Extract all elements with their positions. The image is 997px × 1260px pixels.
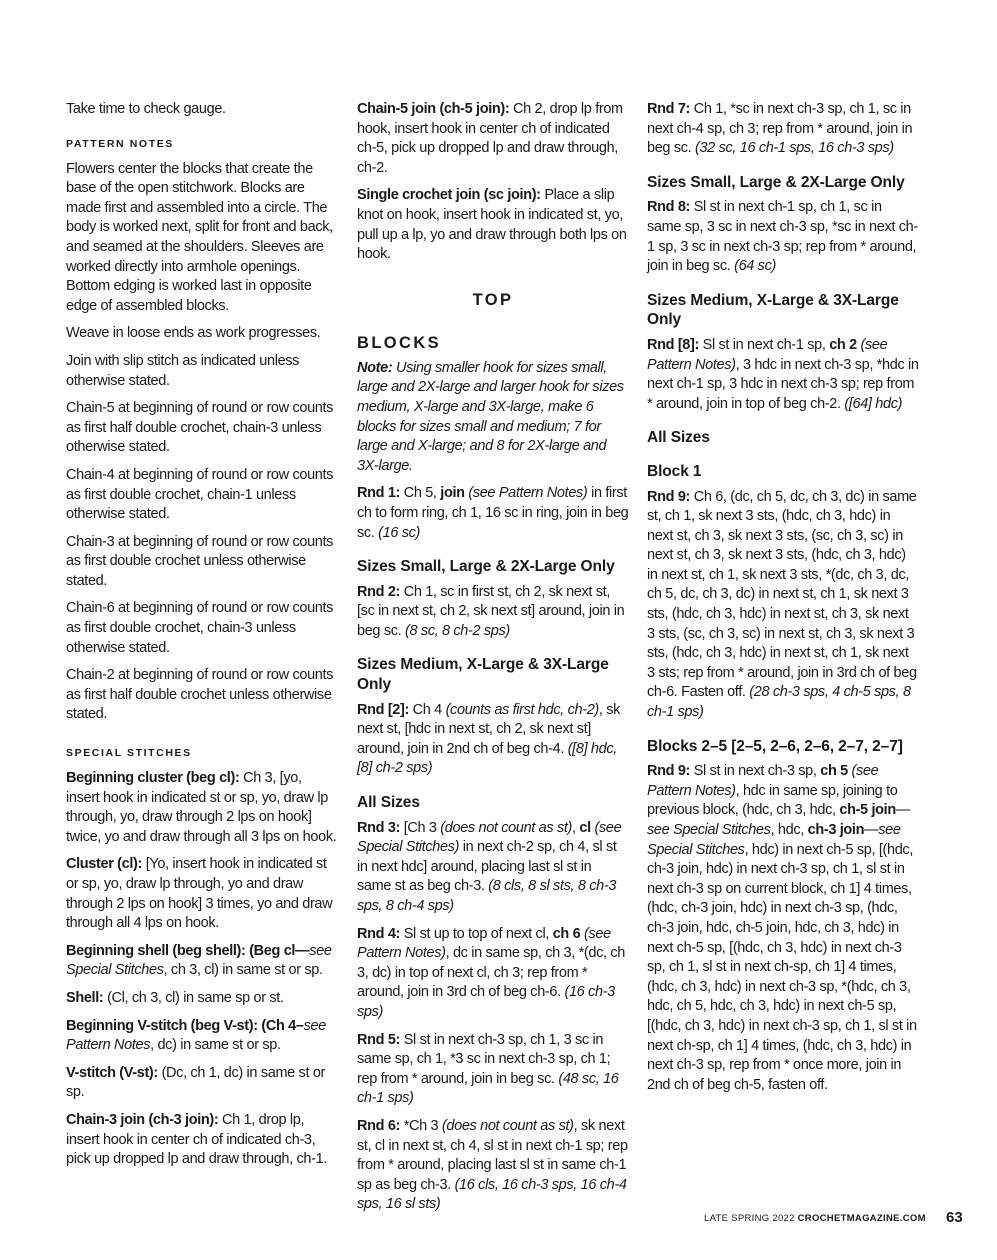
round-6: Rnd 6: *Ch 3 (does not count as st), sk next st, cl in next st, ch 4, sl st in next ch-1 sp; rep from * around, placing last sl st in same ch-1 sp as beg ch-3. (16 cls, 16 ch-3 sps, 16 ch-4 sps, 16 sl sts) bbox=[357, 1117, 628, 1213]
top-heading: TOP bbox=[472, 290, 514, 309]
block-1-heading: Block 1 bbox=[647, 462, 702, 480]
sizes-medium-xl-3x-heading: Sizes Medium, X-Large & 3X-Large Only bbox=[647, 291, 899, 329]
round-2-alt: Rnd [2]: Ch 4 (counts as first hdc, ch-2), sk next st, [hdc in next st, ch 2, sk next st] around, join in 2nd ch of beg ch-4. ([8] hdc, [8] ch-2 sps) bbox=[357, 701, 621, 777]
stitch-ch3-join: Chain-3 join (ch-3 join): Ch 1, drop lp, insert hook in center ch of indicated ch-3, pick up dropped lp and draw through, ch-1. bbox=[66, 1111, 327, 1168]
round-3: Rnd 3: [Ch 3 (does not count as st), cl (see Special Stitches) in next ch-2 sp, ch 4, sl st in next hdc] around, placing last sl st in same st as beg ch-3. (8 cls, 8 sl sts, 8 ch-3 sps, 8 ch-4 sps) bbox=[357, 819, 622, 914]
round-9-blocks-2-5: Rnd 9: Sl st in next ch-3 sp, ch 5 (see Pattern Notes), hdc in same sp, joining to previous block, (hdc, ch 3, hdc, ch-5 join—see Special Stitches, hdc, ch-3 join—see Special Stitches, hdc) in next ch-5 sp, [(hdc, ch-3 join, hdc) in next ch-3 sp, ch 1, sl st in next ch-3 sp on current block, ch 1] 4 times, (hdc, ch-3 join, hdc) in next ch-3 sp, (hdc, ch-3 join, hdc, ch-5 join, hdc, ch 3, hdc) in next ch-5 sp, [(hdc, ch 3, hdc) in next ch-3 sp, ch 1, sl st in next ch-sp, ch 1] 4 times, (hdc, ch 3, hdc) in next ch-3 sp, *(hdc, ch 3, hdc, ch 5, hdc, ch 3, hdc) in next ch-5 sp, [(hdc, ch 3, hdc) in next ch-3 sp, ch 1, sl st in next ch-sp, ch 1] 4 times, (hdc, ch 3, hdc) in next ch-3 sp, rep from * once more, join in 2nd ch of beg ch-5, fasten off. bbox=[647, 763, 917, 1093]
stitch-beg-cluster: Beginning cluster (beg cl): Ch 3, [yo, insert hook in indicated st or sp, yo, draw lp through, yo, draw through 2 lps on hook] twice, yo and draw through all 3 lps on hook. bbox=[66, 770, 337, 845]
stitch-beg-shell: Beginning shell (beg shell): (Beg cl—see Special Stitches, ch 3, cl) in same st or sp. bbox=[66, 942, 332, 979]
column-middle bbox=[357, 100, 629, 1223]
pattern-note: Weave in loose ends as work progresses. bbox=[66, 325, 321, 342]
stitch-ch5-join: Chain-5 join (ch-5 join): Ch 2, drop lp from hook, insert hook in center ch of indicated ch-5, pick up dropped lp and draw through, ch-2. bbox=[357, 101, 623, 176]
sizes-small-large-2x-heading: Sizes Small, Large & 2X-Large Only bbox=[357, 558, 615, 576]
round-7: Rnd 7: Ch 1, *sc in next ch-3 sp, ch 1, sc in next ch-4 sp, ch 3; rep from * around, join in beg sc. (32 sc, 16 ch-1 sps, 16 ch-3 sps) bbox=[647, 101, 913, 157]
pattern-note: Chain-2 at beginning of round or row counts as first half double crochet unless otherwise stated. bbox=[66, 667, 334, 723]
all-sizes-heading: All Sizes bbox=[647, 429, 710, 447]
column-right bbox=[647, 100, 919, 1103]
pattern-note: Chain-4 at beginning of round or row counts as first double crochet, chain-1 unless otherwise stated. bbox=[66, 466, 334, 523]
stitch-beg-vst: Beginning V-stitch (beg V-st): (Ch 4–see Pattern Notes, dc) in same st or sp. bbox=[66, 1017, 326, 1054]
round-5: Rnd 5: Sl st in next ch-3 sp, ch 1, 3 sc in same sp, ch 1, *3 sc in next ch-3 sp, ch 1; rep from * around, join in beg sc. (48 sc, 16 ch-1 sps) bbox=[357, 1031, 619, 1107]
blocks-heading: BLOCKS bbox=[357, 333, 442, 352]
round-4: Rnd 4: Sl st up to top of next cl, ch 6 (see Pattern Notes), dc in same sp, ch 3, *(dc, ch 3, dc) in top of next cl, ch 3; rep from * around, join in 3rd ch of beg ch-6. (16 ch-3 sps) bbox=[357, 925, 625, 1020]
pattern-note: Chain-6 at beginning of round or row counts as first double crochet, chain-3 unless otherwise stated. bbox=[66, 600, 334, 656]
page-number: 63 bbox=[946, 1209, 963, 1226]
round-9-block-1: Rnd 9: Ch 6, (dc, ch 5, dc, ch 3, dc) in same st, ch 1, sk next 3 sts, (hdc, ch 3, hdc) in next st, ch 3, sk next 3 sts, (sc, ch 3, sc) in next st, ch 3, sk next 3 sts, (hdc, ch 3, hdc) in next st, ch 1, sk next 3 sts, *(dc, ch 3, dc, ch 5, dc, ch 3, dc) in next st, ch 1, sk next 3 sts, (hdc, ch 3, hdc) in next st, ch 3, sk next 3 sts, (sc, ch 3, sc) in next st, ch 3, sk next 3 sts, (hdc, ch 3, hdc) in next st, ch 1, sk next 3 sts; rep from * around, join in 3rd ch of beg ch-6. Fasten off. (28 ch-3 sps, 4 ch-5 sps, 8 ch-1 sps) bbox=[647, 488, 917, 721]
round-8: Rnd 8: Sl st in next ch-1 sp, ch 1, sc in same sp, 3 sc in next ch-3 sp, *sc in next ch-1 sp, 3 sc in next ch-3 sp; rep from * around, join in beg sc. (64 sc) bbox=[647, 199, 918, 275]
round-1: Rnd 1: Ch 5, join (see Pattern Notes) in first ch to form ring, ch 1, 16 sc in ring, join in beg sc. (16 sc) bbox=[357, 485, 629, 541]
pattern-note: Chain-5 at beginning of round or row counts as first half double crochet, chain-3 unless otherwise stated. bbox=[66, 400, 334, 456]
all-sizes-heading: All Sizes bbox=[357, 794, 420, 812]
pattern-note: Flowers center the blocks that create the base of the open stitchwork. Blocks are made first and assembled into a circle. The body is worked next, split for front and back, and seamed at the shoulders. Sleeves are worked directly into armhole openings. Bottom edging is worked last in opposite edge of assembled blocks. bbox=[66, 160, 333, 314]
round-2: Rnd 2: Ch 1, sc in first st, ch 2, sk next st, [sc in next st, ch 2, sk next st] around, join in beg sc. (8 sc, 8 ch-2 sps) bbox=[357, 583, 625, 639]
stitch-vst: V-stitch (V-st): (Dc, ch 1, dc) in same st or sp. bbox=[66, 1064, 326, 1101]
footer-site: CROCHETMAGAZINE.COM bbox=[797, 1213, 926, 1224]
pattern-note: Chain-3 at beginning of round or row counts as first double crochet unless otherwise stated. bbox=[66, 533, 334, 589]
blocks-2-5-heading: Blocks 2–5 [2–5, 2–6, 2–6, 2–7, 2–7] bbox=[647, 737, 903, 755]
special-stitches-heading: SPECIAL STITCHES bbox=[66, 747, 192, 760]
stitch-shell: Shell: (Cl, ch 3, cl) in same sp or st. bbox=[66, 989, 284, 1006]
gauge-text: Take time to check gauge. bbox=[66, 101, 226, 117]
stitch-cluster: Cluster (cl): [Yo, insert hook in indicated st or sp, yo, draw lp through, yo and draw through 2 lps on hook] 3 times, yo and draw through all 4 lps on hook. bbox=[66, 856, 333, 932]
footer-issue: LATE SPRING 2022 CROCHETMAGAZINE.COM bbox=[704, 1213, 926, 1224]
column-left bbox=[66, 100, 338, 1178]
blocks-note: Note: Using smaller hook for sizes small, large and 2X-large and larger hook for sizes medium, X-large and 3X-large, make 6 blocks for sizes small and medium; 7 for large and X-large; and 8 for 2X-large and 3X-large. bbox=[357, 359, 624, 474]
round-8-alt: Rnd [8]: Sl st in next ch-1 sp, ch 2 (see Pattern Notes), 3 hdc in next ch-3 sp, *hdc in next ch-1 sp, 3 hdc in next ch-3 sp; rep from * around, join in top of beg ch-2. ([64] hdc) bbox=[647, 336, 919, 412]
stitch-sc-join: Single crochet join (sc join): Place a slip knot on hook, insert hook in indicated st, yo, pull up a lp, yo and draw through both lps on hook. bbox=[357, 187, 627, 263]
sizes-small-large-2x-heading: Sizes Small, Large & 2X-Large Only bbox=[647, 173, 905, 191]
sizes-medium-xl-3x-heading: Sizes Medium, X-Large & 3X-Large Only bbox=[357, 656, 609, 694]
pattern-note: Join with slip stitch as indicated unless otherwise stated. bbox=[66, 352, 300, 389]
pattern-notes-heading: PATTERN NOTES bbox=[66, 137, 174, 150]
